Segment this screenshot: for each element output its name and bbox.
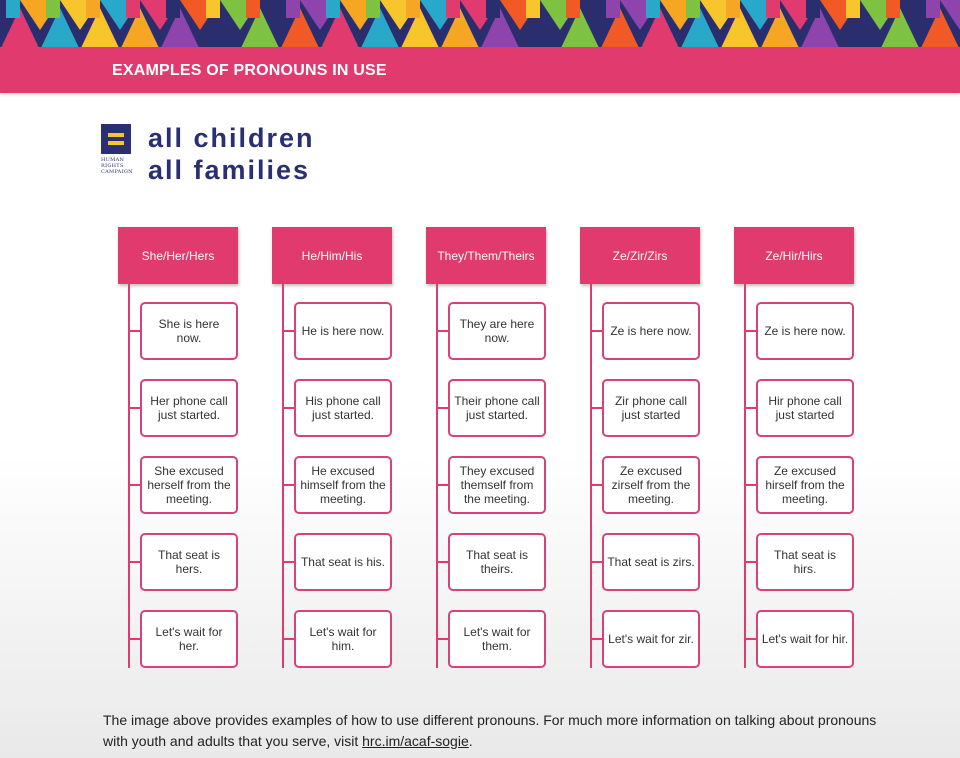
tree-connector bbox=[746, 407, 756, 409]
tree-connector bbox=[130, 561, 140, 563]
example-sentence: Their phone call just started. bbox=[448, 379, 546, 437]
tree-line bbox=[590, 284, 592, 668]
example-sentence: That seat is hers. bbox=[140, 533, 238, 591]
footer-note bbox=[103, 710, 903, 752]
equality-logo-icon bbox=[101, 124, 131, 154]
tree-connector bbox=[284, 638, 294, 640]
example-sentence: Let's wait for them. bbox=[448, 610, 546, 668]
tree-line bbox=[282, 284, 284, 668]
tree-connector bbox=[746, 484, 756, 486]
page-title: EXAMPLES OF PRONOUNS IN USE bbox=[112, 62, 387, 79]
column-header: They/Them/Theirs bbox=[426, 227, 546, 284]
example-sentence: She is here now. bbox=[140, 302, 238, 360]
column-header: Ze/Zir/Zirs bbox=[580, 227, 700, 284]
column-header: She/Her/Hers bbox=[118, 227, 238, 284]
example-sentence: That seat is hirs. bbox=[756, 533, 854, 591]
tree-connector bbox=[438, 407, 448, 409]
tree-connector bbox=[130, 407, 140, 409]
footer-text: The image above provides examples of how to use different pronouns. For much more information on talking about pronouns with youth and adults that you serve, visit bbox=[103, 712, 877, 749]
example-sentence: Hir phone call just started bbox=[756, 379, 854, 437]
tree-connector bbox=[284, 330, 294, 332]
tree-line bbox=[128, 284, 130, 668]
tree-connector bbox=[438, 638, 448, 640]
tagline-line-2: all families bbox=[148, 155, 311, 185]
tree-connector bbox=[284, 561, 294, 563]
tree-connector bbox=[746, 330, 756, 332]
geometric-pattern bbox=[0, 0, 960, 50]
example-sentence: That seat is zirs. bbox=[602, 533, 700, 591]
example-sentence: Ze excused zirself from the meeting. bbox=[602, 456, 700, 514]
footer-period: . bbox=[468, 733, 473, 749]
tree-connector bbox=[438, 330, 448, 332]
tree-connector bbox=[438, 561, 448, 563]
example-sentence: Ze is here now. bbox=[602, 302, 700, 360]
tree-connector bbox=[130, 330, 140, 332]
tree-connector bbox=[284, 407, 294, 409]
example-sentence: Ze is here now. bbox=[756, 302, 854, 360]
example-sentence: Let's wait for hir. bbox=[756, 610, 854, 668]
logo-org-text: HUMAN RIGHTS CAMPAIGN bbox=[101, 157, 133, 175]
tree-connector bbox=[592, 638, 602, 640]
example-sentence: That seat is his. bbox=[294, 533, 392, 591]
tagline-line-1: all children bbox=[148, 123, 315, 153]
title-bar bbox=[0, 47, 960, 93]
example-sentence: That seat is theirs. bbox=[448, 533, 546, 591]
decorative-banner bbox=[0, 0, 960, 50]
tree-connector bbox=[592, 330, 602, 332]
example-sentence: He excused himself from the meeting. bbox=[294, 456, 392, 514]
tree-connector bbox=[130, 638, 140, 640]
tree-connector bbox=[746, 638, 756, 640]
tree-connector bbox=[130, 484, 140, 486]
example-sentence: Ze excused hirself from the meeting. bbox=[756, 456, 854, 514]
tree-connector bbox=[592, 561, 602, 563]
example-sentence: Let's wait for zir. bbox=[602, 610, 700, 668]
tree-connector bbox=[284, 484, 294, 486]
example-sentence: His phone call just started. bbox=[294, 379, 392, 437]
example-sentence: He is here now. bbox=[294, 302, 392, 360]
example-sentence: Let's wait for him. bbox=[294, 610, 392, 668]
tree-connector bbox=[592, 484, 602, 486]
tree-line bbox=[436, 284, 438, 668]
example-sentence: They are here now. bbox=[448, 302, 546, 360]
example-sentence: Her phone call just started. bbox=[140, 379, 238, 437]
example-sentence: Let's wait for her. bbox=[140, 610, 238, 668]
example-sentence: She excused herself from the meeting. bbox=[140, 456, 238, 514]
example-sentence: They excused themself from the meeting. bbox=[448, 456, 546, 514]
column-header: Ze/Hir/Hirs bbox=[734, 227, 854, 284]
tree-connector bbox=[438, 484, 448, 486]
footer-link[interactable]: hrc.im/acaf-sogie bbox=[362, 733, 469, 749]
tree-line bbox=[744, 284, 746, 668]
hrc-logo bbox=[101, 124, 131, 175]
tree-connector bbox=[592, 407, 602, 409]
column-header: He/Him/His bbox=[272, 227, 392, 284]
tagline bbox=[148, 122, 315, 186]
example-sentence: Zir phone call just started bbox=[602, 379, 700, 437]
tree-connector bbox=[746, 561, 756, 563]
